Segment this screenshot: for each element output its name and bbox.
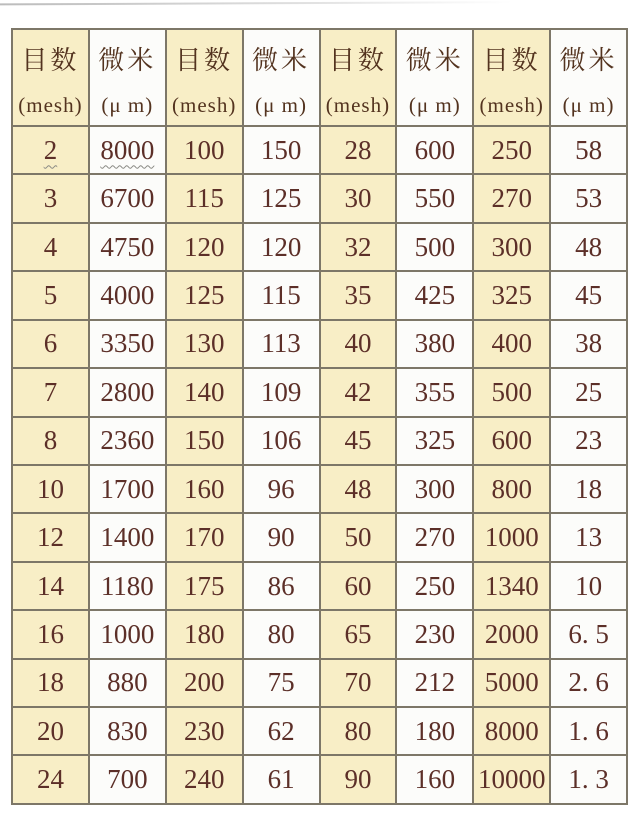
header-title: 目数 — [482, 45, 541, 75]
table-cell: 61 — [243, 755, 320, 804]
header-subtitle: (mesh) — [172, 92, 237, 117]
table-cell: 58 — [550, 126, 627, 174]
table-cell: 1. 6 — [550, 707, 627, 755]
table-cell: 800 — [473, 465, 550, 513]
table-cell: 3 — [12, 174, 89, 222]
header-cell-micron-7 — [550, 29, 627, 126]
table-cell: 32 — [320, 223, 397, 271]
table-cell: 80 — [243, 610, 320, 658]
table-cell: 10 — [550, 562, 627, 610]
table-cell: 1000 — [89, 610, 166, 658]
header-cell-micron-5 — [396, 29, 473, 126]
header-subtitle: (μ m) — [101, 92, 154, 117]
table-cell: 1000 — [473, 513, 550, 561]
table-cell: 160 — [166, 465, 243, 513]
table-cell: 160 — [396, 755, 473, 804]
table-cell: 8 — [12, 417, 89, 465]
table-cell: 1340 — [473, 562, 550, 610]
table-cell: 700 — [89, 755, 166, 804]
table-cell: 325 — [473, 271, 550, 319]
table-cell: 30 — [320, 174, 397, 222]
table-cell: 300 — [473, 223, 550, 271]
table-cell: 1400 — [89, 513, 166, 561]
table-cell: 14 — [12, 562, 89, 610]
header-title: 微米 — [405, 45, 464, 75]
table-cell: 16 — [12, 610, 89, 658]
table-row — [12, 465, 627, 513]
mesh-micron-table-wrap — [11, 28, 628, 805]
table-cell: 400 — [473, 320, 550, 368]
header-cell-micron-1 — [89, 29, 166, 126]
table-cell: 96 — [243, 465, 320, 513]
table-cell: 45 — [550, 271, 627, 319]
header-subtitle: (μ m) — [408, 92, 461, 117]
header-title: 微米 — [252, 45, 311, 75]
table-cell: 230 — [166, 707, 243, 755]
table-cell: 1. 3 — [550, 755, 627, 804]
table-cell: 300 — [396, 465, 473, 513]
table-cell: 18 — [12, 659, 89, 707]
table-cell: 25 — [550, 368, 627, 416]
table-cell: 90 — [320, 755, 397, 804]
table-cell: 180 — [396, 707, 473, 755]
table-cell: 6 — [12, 320, 89, 368]
table-cell: 100 — [166, 126, 243, 174]
table-cell: 170 — [166, 513, 243, 561]
table-row — [12, 562, 627, 610]
table-cell: 23 — [550, 417, 627, 465]
table-cell: 8000 — [89, 126, 166, 174]
mesh-micron-table — [11, 28, 628, 805]
header-title: 目数 — [21, 45, 80, 75]
table-cell: 600 — [396, 126, 473, 174]
table-cell: 200 — [166, 659, 243, 707]
header-title: 目数 — [328, 45, 387, 75]
header-cell-mesh-0 — [12, 29, 89, 126]
header-cell-mesh-4 — [320, 29, 397, 126]
table-cell: 24 — [12, 755, 89, 804]
header-title: 微米 — [98, 45, 157, 75]
table-row — [12, 223, 627, 271]
table-cell: 10000 — [473, 755, 550, 804]
table-cell: 270 — [473, 174, 550, 222]
table-cell: 12 — [12, 513, 89, 561]
table-cell: 7 — [12, 368, 89, 416]
table-cell: 70 — [320, 659, 397, 707]
table-cell: 1700 — [89, 465, 166, 513]
table-row — [12, 368, 627, 416]
table-cell: 8000 — [473, 707, 550, 755]
header-subtitle: (mesh) — [325, 92, 391, 117]
table-cell: 325 — [396, 417, 473, 465]
table-cell: 500 — [396, 223, 473, 271]
header-title: 目数 — [175, 45, 234, 75]
table-cell: 106 — [243, 417, 320, 465]
table-cell: 53 — [550, 174, 627, 222]
table-body — [12, 126, 627, 804]
table-cell: 425 — [396, 271, 473, 319]
table-cell: 4000 — [89, 271, 166, 319]
table-cell: 50 — [320, 513, 397, 561]
table-row — [12, 126, 627, 174]
table-cell: 38 — [550, 320, 627, 368]
table-cell: 48 — [320, 465, 397, 513]
table-cell: 75 — [243, 659, 320, 707]
table-cell: 2360 — [89, 417, 166, 465]
photo-edge-artifact — [0, 1, 640, 6]
table-row — [12, 659, 627, 707]
table-cell: 230 — [396, 610, 473, 658]
table-cell: 4 — [12, 223, 89, 271]
table-cell: 2800 — [89, 368, 166, 416]
header-subtitle: (mesh) — [479, 92, 544, 117]
table-row — [12, 320, 627, 368]
table-row — [12, 707, 627, 755]
table-cell: 250 — [473, 126, 550, 174]
table-cell: 80 — [320, 707, 397, 755]
table-cell: 20 — [12, 707, 89, 755]
header-subtitle: (mesh) — [18, 92, 83, 117]
table-row — [12, 610, 627, 658]
table-row — [12, 271, 627, 319]
table-cell: 62 — [243, 707, 320, 755]
header-cell-micron-3 — [243, 29, 320, 126]
table-cell: 6700 — [89, 174, 166, 222]
table-row — [12, 174, 627, 222]
table-cell: 240 — [166, 755, 243, 804]
header-row — [12, 29, 627, 126]
table-cell: 3350 — [89, 320, 166, 368]
table-cell: 10 — [12, 465, 89, 513]
table-cell: 180 — [166, 610, 243, 658]
table-cell: 40 — [320, 320, 397, 368]
header-subtitle: (μ m) — [255, 92, 307, 117]
table-cell: 90 — [243, 513, 320, 561]
table-cell: 109 — [243, 368, 320, 416]
table-cell: 150 — [243, 126, 320, 174]
table-row — [12, 417, 627, 465]
table-cell: 150 — [166, 417, 243, 465]
table-cell: 880 — [89, 659, 166, 707]
table-cell: 48 — [550, 223, 627, 271]
table-cell: 115 — [166, 174, 243, 222]
table-cell: 380 — [396, 320, 473, 368]
table-cell: 130 — [166, 320, 243, 368]
table-cell: 6. 5 — [550, 610, 627, 658]
table-cell: 120 — [243, 223, 320, 271]
table-cell: 13 — [550, 513, 627, 561]
header-cell-mesh-6 — [473, 29, 550, 126]
table-cell: 5 — [12, 271, 89, 319]
table-cell: 120 — [166, 223, 243, 271]
table-row — [12, 755, 627, 804]
table-cell: 5000 — [473, 659, 550, 707]
table-cell: 2. 6 — [550, 659, 627, 707]
table-cell: 175 — [166, 562, 243, 610]
table-cell: 250 — [396, 562, 473, 610]
table-cell: 42 — [320, 368, 397, 416]
table-cell: 212 — [396, 659, 473, 707]
table-cell: 45 — [320, 417, 397, 465]
table-cell: 115 — [243, 271, 320, 319]
table-cell: 4750 — [89, 223, 166, 271]
table-cell: 113 — [243, 320, 320, 368]
table-cell: 18 — [550, 465, 627, 513]
table-cell: 550 — [396, 174, 473, 222]
table-cell: 140 — [166, 368, 243, 416]
table-cell: 86 — [243, 562, 320, 610]
table-cell: 270 — [396, 513, 473, 561]
table-cell: 125 — [243, 174, 320, 222]
table-cell: 65 — [320, 610, 397, 658]
table-cell: 500 — [473, 368, 550, 416]
header-subtitle: (μ m) — [562, 92, 615, 117]
table-cell: 1180 — [89, 562, 166, 610]
table-cell: 600 — [473, 417, 550, 465]
table-cell: 2 — [12, 126, 89, 174]
table-head — [12, 29, 627, 126]
table-row — [12, 513, 627, 561]
table-cell: 35 — [320, 271, 397, 319]
header-cell-mesh-2 — [166, 29, 243, 126]
table-cell: 125 — [166, 271, 243, 319]
table-cell: 2000 — [473, 610, 550, 658]
table-cell: 830 — [89, 707, 166, 755]
table-cell: 355 — [396, 368, 473, 416]
header-title: 微米 — [559, 45, 618, 75]
table-cell: 28 — [320, 126, 397, 174]
table-cell: 60 — [320, 562, 397, 610]
